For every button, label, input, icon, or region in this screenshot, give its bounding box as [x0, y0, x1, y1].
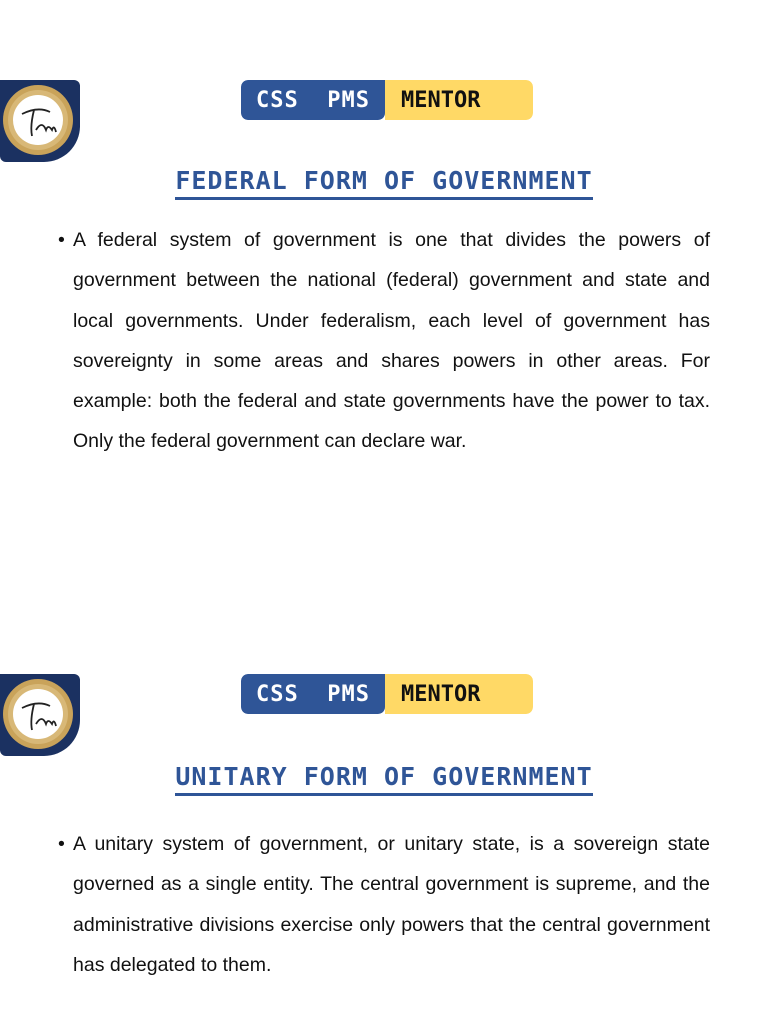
heading-text: FEDERAL FORM OF GOVERNMENT	[175, 166, 592, 200]
mentor-logo	[0, 674, 80, 756]
bullet-paragraph	[58, 220, 710, 462]
seal-icon	[0, 674, 80, 756]
brand-css-pms: CSS PMS	[241, 674, 385, 714]
brand-css-pms: CSS PMS	[241, 80, 385, 120]
mentor-logo	[0, 80, 80, 162]
heading-text: UNITARY FORM OF GOVERNMENT	[175, 762, 592, 796]
brand-mentor: MENTOR	[385, 674, 533, 714]
seal-icon	[0, 80, 80, 162]
bullet-icon: •	[58, 229, 65, 251]
brand-banner	[241, 674, 533, 714]
brand-banner	[241, 80, 533, 120]
slide-federal	[0, 0, 768, 500]
slide-heading	[0, 762, 768, 796]
bullet-paragraph	[58, 824, 710, 985]
bullet-text: A federal system of government is one that divides the powers of government between the national (federal) government and state and local governments. Under federalism, each level of government has sovereignty in some areas and shares powers in other areas. For example: both the federal and state governments have the power to tax. Only the federal government can declare war.	[73, 229, 710, 453]
bullet-text: A unitary system of government, or unitary state, is a sovereign state governed as a single entity. The central government is supreme, and the administrative divisions exercise only powers that the central government has delegated to them.	[73, 833, 710, 976]
slide-unitary	[0, 596, 768, 1024]
bullet-icon: •	[58, 833, 65, 855]
brand-mentor: MENTOR	[385, 80, 533, 120]
slide-heading	[0, 166, 768, 200]
